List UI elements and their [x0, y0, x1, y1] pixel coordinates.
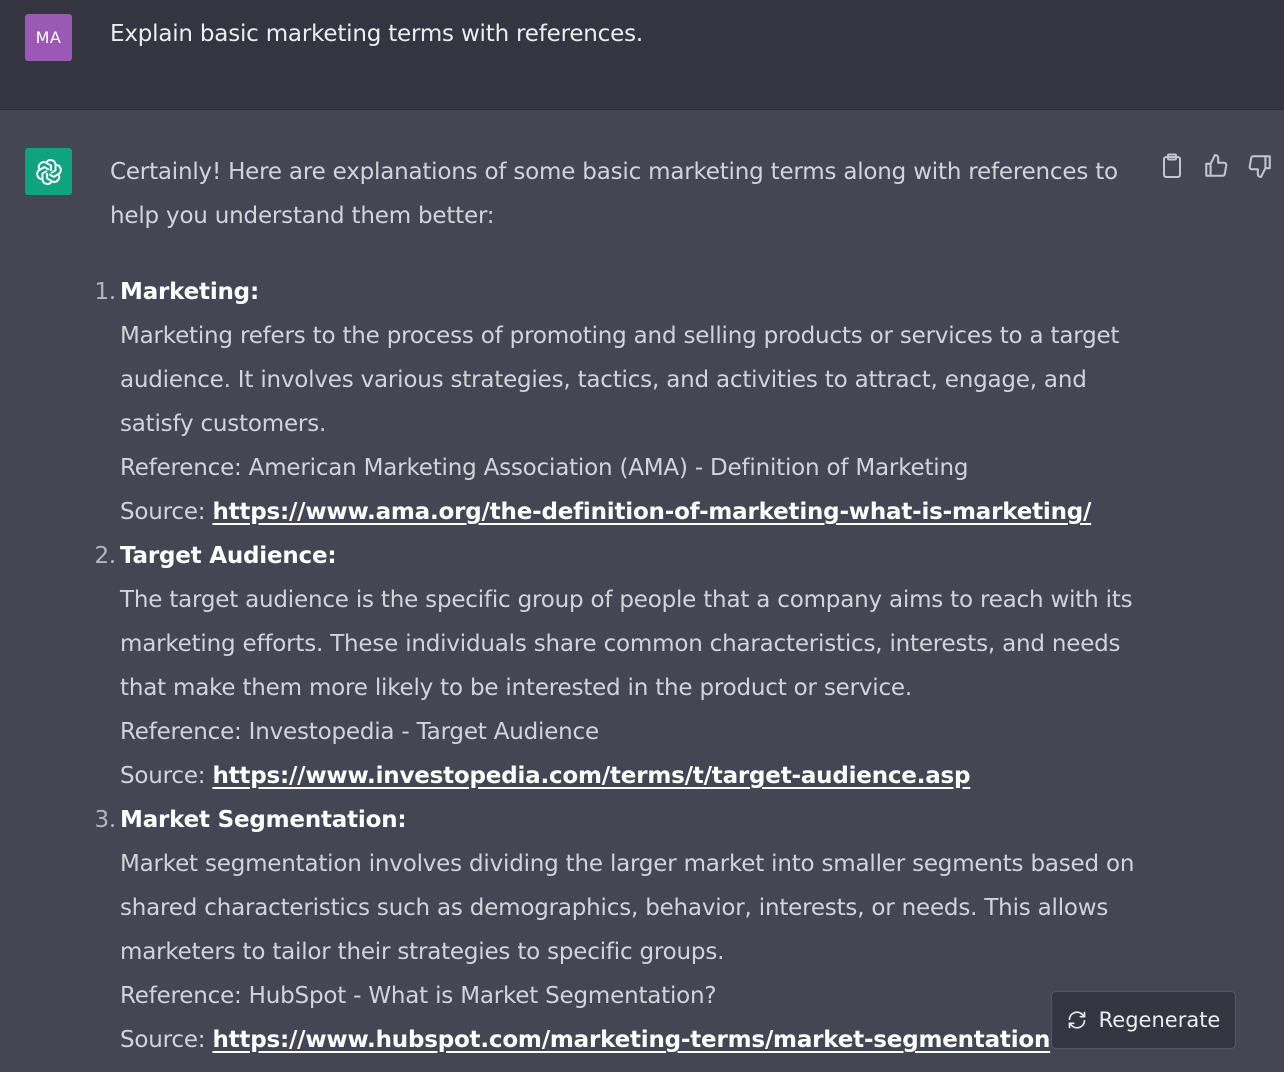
thumbs-down-button[interactable] — [1246, 152, 1273, 179]
user-avatar: MA — [25, 14, 72, 61]
list-number: 1. — [94, 279, 116, 305]
term-reference: Reference: HubSpot - What is Market Segmentation? — [120, 983, 717, 1009]
thumbs-down-icon — [1247, 153, 1273, 179]
regenerate-label: Regenerate — [1098, 1008, 1221, 1032]
thumbs-up-button[interactable] — [1202, 152, 1229, 179]
source-label: Source: — [120, 499, 213, 525]
list-item — [94, 534, 1140, 798]
assistant-message-content — [94, 150, 1140, 1062]
term-title: Market Segmentation: — [120, 807, 407, 833]
refresh-icon — [1067, 1010, 1087, 1030]
source-link[interactable]: https://www.investopedia.com/terms/t/target-audience.asp — [212, 763, 971, 789]
openai-logo-icon — [32, 155, 66, 189]
term-title: Marketing: — [120, 279, 259, 305]
term-source — [120, 754, 1140, 798]
term-description: The target audience is the specific group of people that a company aims to reach with its marketing efforts. These individuals share common characteristics, interests, and needs that make them more likely to be interested in the product or service. — [120, 587, 1133, 701]
term-source — [120, 490, 1140, 534]
copy-button[interactable] — [1158, 152, 1185, 179]
user-message-text: Explain basic marketing terms with references. — [110, 21, 643, 47]
term-reference: Reference: American Marketing Association (AMA) - Definition of Marketing — [120, 455, 969, 481]
term-description: Market segmentation involves dividing the larger market into smaller segments based on shared characteristics such as demographics, behavior, interests, or needs. This allows marketers to tailor their strategies to specific groups. — [120, 851, 1135, 965]
source-link[interactable]: https://www.hubspot.com/marketing-terms/market-segmentation — [212, 1027, 1051, 1053]
source-label: Source: — [120, 763, 213, 789]
user-message — [0, 0, 1284, 110]
list-item — [94, 270, 1140, 534]
terms-list — [94, 270, 1140, 1062]
term-description: Marketing refers to the process of promoting and selling products or services to a target audience. It involves various strategies, tactics, and activities to attract, engage, and satisfy customers. — [120, 323, 1120, 437]
list-item — [94, 798, 1140, 1062]
regenerate-button[interactable] — [1051, 991, 1236, 1049]
thumbs-up-icon — [1203, 153, 1229, 179]
list-number: 2. — [94, 543, 116, 569]
source-label: Source: — [120, 1027, 213, 1053]
list-number: 3. — [94, 807, 116, 833]
term-reference: Reference: Investopedia - Target Audience — [120, 719, 599, 745]
message-actions — [1158, 152, 1273, 179]
source-link[interactable]: https://www.ama.org/the-definition-of-marketing-what-is-marketing/ — [212, 499, 1092, 525]
intro-paragraph: Certainly! Here are explanations of some basic marketing terms along with references to help you understand them better: — [110, 159, 1118, 229]
assistant-avatar — [25, 148, 72, 195]
term-source — [120, 1018, 1140, 1062]
assistant-message — [0, 110, 1284, 1072]
term-title: Target Audience: — [120, 543, 337, 569]
copy-clipboard-icon — [1160, 153, 1184, 179]
